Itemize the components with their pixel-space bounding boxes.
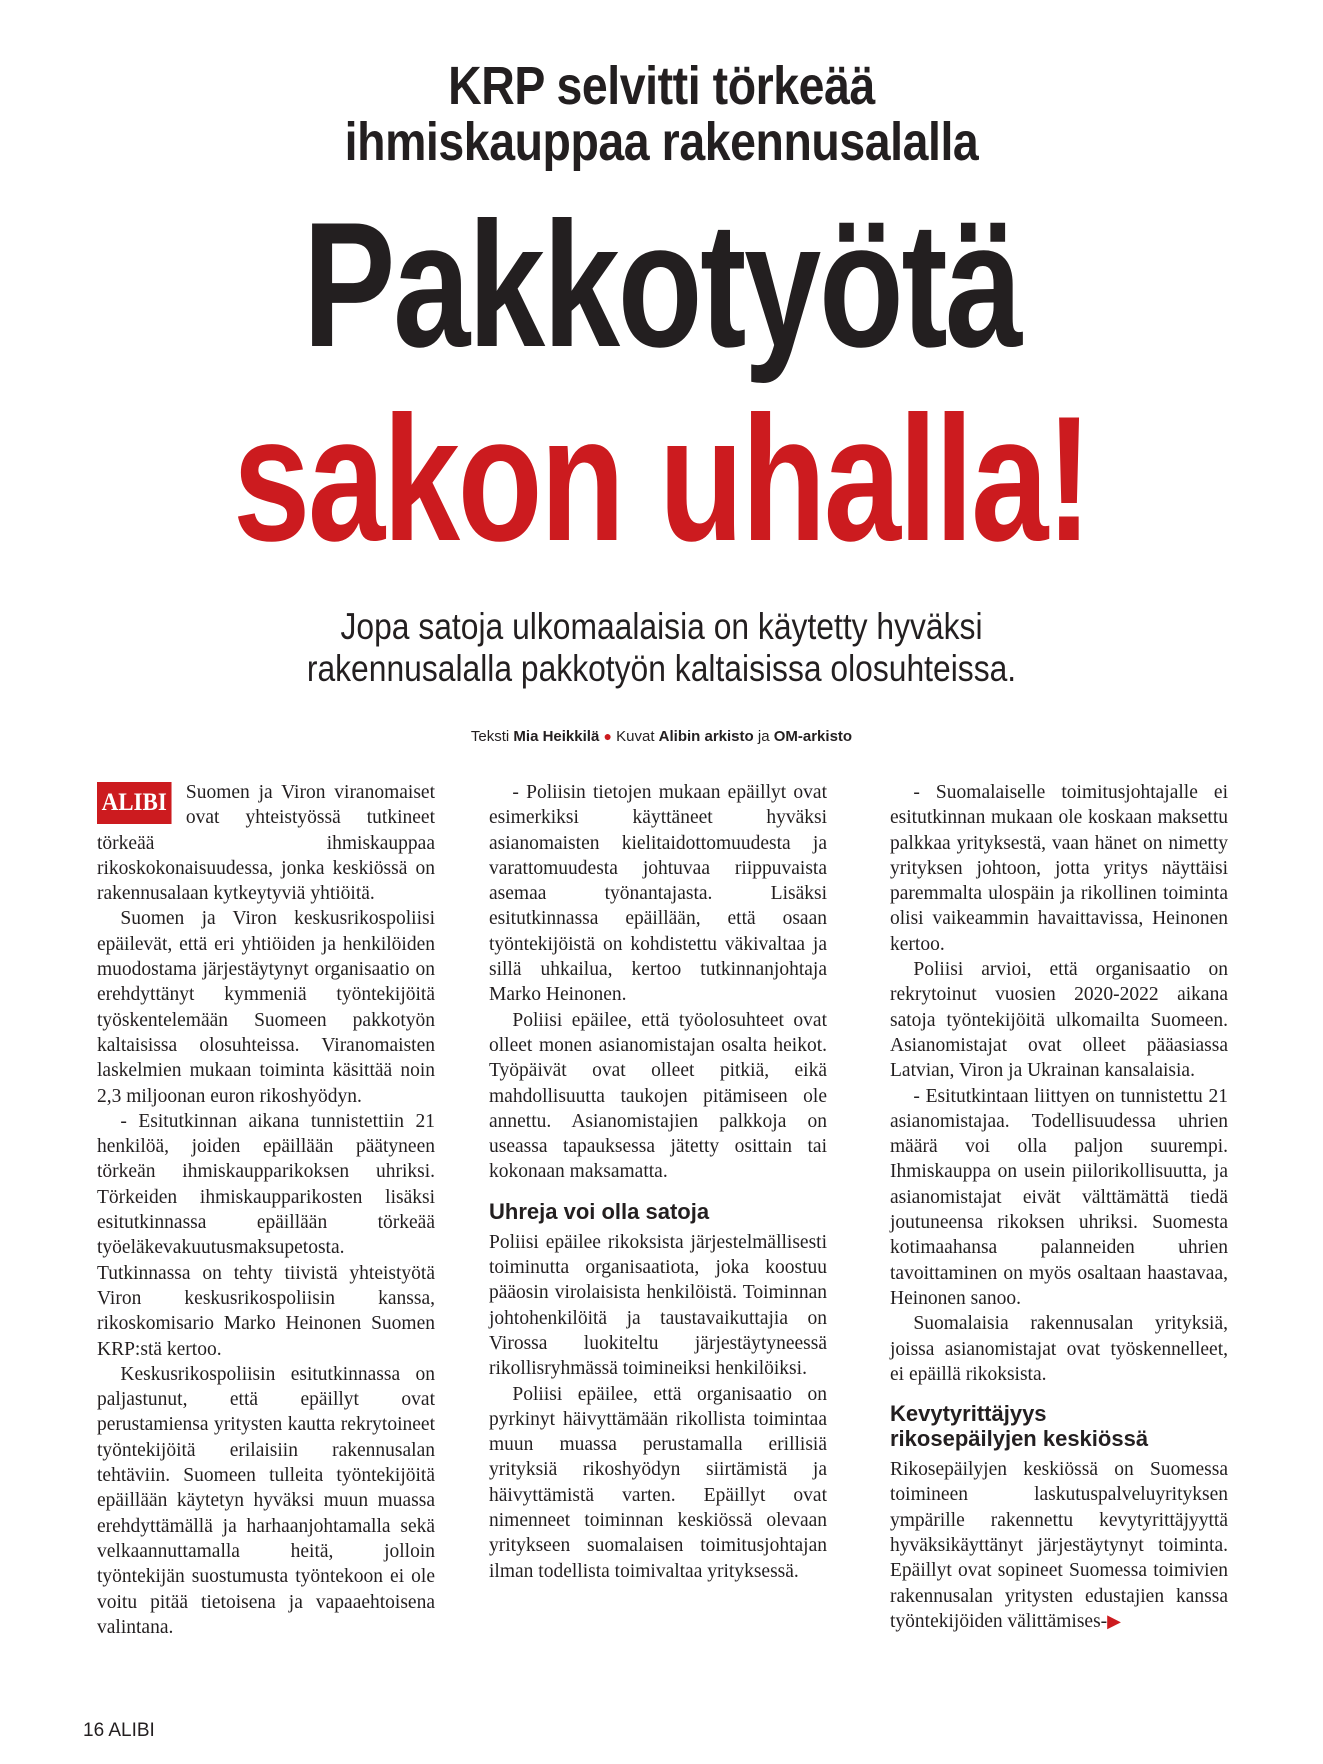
article-paragraph <box>97 780 435 906</box>
byline <box>0 728 1323 745</box>
byline-text-label: Teksti <box>470 728 510 745</box>
lead-paragraph <box>93 606 1231 690</box>
byline-and: ja <box>757 728 770 745</box>
page-folio: 16 ALIBI <box>83 1720 155 1741</box>
continue-arrow-icon: ▶ <box>1107 1610 1122 1631</box>
byline-photo-source-1: Alibin arkisto <box>658 728 754 745</box>
article-paragraph: - Esitutkintaan liittyen on tunnistettu 21 asianomistajaa. Todellisuudessa uhrien määrä voi olla paljon suurempi. Ihmiskauppa on usein piilorikollisuutta, ja asianomistajat eivät välttämättä tiedä joutuneensa rikoksen uhriksi. Suomesta kotimaahansa palanneiden uhrien tavoittaminen on myös osaltaan haastavaa, Heinonen sanoo. <box>890 1085 1228 1309</box>
alibi-logo: ALIBI <box>97 782 171 824</box>
lead-line-1: Jopa satoja ulkomaalaisia on käytetty hyväksi <box>340 606 983 647</box>
byline-photo-label: Kuvat <box>616 728 655 745</box>
article-paragraph-text: Suomen ja Viron viranomaiset ovat yhteistyössä tutkineet törkeää ihmiskauppaa rikoskokonaisuudessa, jonka keskiössä on rakennusalaan kytkeytyviä yhtiöitä. <box>97 782 435 905</box>
bullet-dot-icon: ● <box>603 728 612 744</box>
article-column-3 <box>890 780 1228 1634</box>
main-title-line-1: Pakkotyötä <box>302 185 1021 384</box>
lead-line-2: rakennusalalla pakkotyön kaltaisissa olosuhteissa. <box>306 648 1017 689</box>
article-paragraph: Keskusrikospoliisin esitutkinnassa on paljastunut, että epäillyt ovat perustamiensa yritysten kautta rekrytoineet työntekijöitä erilaisiin rakennusalan tehtäviin. Suomeen tulleita työntekijöitä epäillään käytetyn hyväksi muun muassa erehdyttämällä ja harhaanjohtamalla sekä velkaannuttamalla heitä, jolloin työntekijän suostumusta työntekoon ei ole voitu pitää tietoisena ja vapaaehtoisena valintana. <box>97 1363 435 1638</box>
main-title-line-2: sakon uhalla! <box>233 379 1090 578</box>
byline-author: Mia Heikkilä <box>513 728 600 745</box>
article-paragraph: Poliisi epäilee rikoksista järjestelmällisesti toiminutta organisaatiota, joka koostuu pääosin virolaisista henkilöistä. Toiminnan johtohenkilöitä ja taustavaikuttajia on Virossa luokiteltu järjestäytyneessä rikollisryhmässä toimineiksi henkilöiksi. <box>489 1231 827 1380</box>
article-paragraph: Suomen ja Viron keskusrikospoliisi epäilevät, että eri yhtiöiden ja henkilöiden muodostama järjestäytynyt organisaatio on erehdyttänyt kymmeniä työntekijöitä työskentelemään Suomeen pakkotyön kaltaisissa olosuhteissa. Viranomaisten laskelmien mukaan toiminta käsittää noin 2,3 miljoonan euron rikoshyödyn. <box>97 908 435 1107</box>
article-paragraph: Poliisi epäilee, että työolosuhteet ovat olleet monen asianomistajan osalta heikot. Työpäivät ovat olleet pitkiä, eikä mahdollisuutta taukojen pitämiseen ole annettu. Asianomistajien palkkoja on useassa tapauksessa jätetty osittain tai kokonaan maksamatta. <box>489 1009 827 1183</box>
article-paragraph-text: Rikosepäilyjen keskiössä on Suomessa toimineen laskutuspalveluyrityksen ympärille rakennettu kevytyrittäjyyttä hyväksikäyttänyt järjestäytynyt toiminta. Epäillyt ovat sopineet Suomessa toimivien rakennusalan yritysten edustajien kanssa työntekijöiden välittämises- <box>890 1459 1228 1632</box>
article-paragraph <box>890 1457 1228 1634</box>
article-paragraph: Poliisi arvioi, että organisaatio on rekrytoinut vuosien 2020-2022 aikana satoja työntekijöitä ulkomailta Suomeen. Asianomistajat ovat olleet pääasiassa Latvian, Viron ja Ukrainan kansalaisia. <box>890 959 1228 1082</box>
article-paragraph: - Suomalaiselle toimitusjohtajalle ei esitutkinnan mukaan ole koskaan maksettu palkkaa yrityksestä, vaan hänet on nimetty yrityksen johtoon, jotta yritys näyttäisi paremmalta ulospäin ja rikollinen toiminta olisi vaikeammin havaittavissa, Heinonen kertoo. <box>890 782 1228 955</box>
kicker-headline <box>93 58 1231 170</box>
article-column-2 <box>489 780 827 1584</box>
article-paragraph: Suomalaisia rakennusalan yrityksiä, joissa asianomistajat ovat työskennelleet, ei epäillä rikoksista. <box>890 1313 1228 1385</box>
subheading-light-entrepreneurship <box>890 1401 1228 1451</box>
article-paragraph: - Poliisin tietojen mukaan epäillyt ovat esimerkiksi käyttäneet hyväksi asianomaisten kielitaidottomuudesta ja varattomuudesta johtuvaa riippuvaista asemaa työnantajasta. Lisäksi esitutkinnassa epäillään, että osaan työntekijöistä on kohdistettu väkivaltaa ja sillä uhkailua, kertoo tutkinnanjohtaja Marko Heinonen. <box>489 782 827 1006</box>
article-paragraph: Poliisi epäilee, että organisaatio on pyrkinyt häivyttämään rikollista toimintaa muun muassa perustamalla erillisiä yrityksiä rikoshyödyn siirtämistä ja häivyttämistä varten. Epäillyt ovat nimenneet toiminnan keskiössä olevaan yritykseen suomalaisen toimitusjohtajan ilman todellista toimivaltaa yrityksessä. <box>489 1383 827 1582</box>
subheading-victims: Uhreja voi olla satoja <box>489 1198 710 1224</box>
subheading-line-2: rikosepäilyjen keskiössä <box>890 1426 1149 1452</box>
article-paragraph: - Esitutkinnan aikana tunnistettiin 21 henkilöä, joiden epäillään päätyneen törkeän ihmiskaupparikoksen uhriksi. Törkeiden ihmiskaupparikosten lisäksi esitutkinnassa epäillään törkeää työeläkevakuutusmaksupetosta. Tutkinnassa on tehty tiivistä yhteistyötä Viron keskusrikospoliisin kanssa, rikoskomisario Marko Heinonen Suomen KRP:stä kertoo. <box>97 1110 435 1360</box>
kicker-line-2: ihmiskauppaa rakennusalalla <box>344 112 979 172</box>
kicker-line-1: KRP selvitti törkeää <box>448 56 875 116</box>
byline-photo-source-2: OM-arkisto <box>773 728 853 745</box>
article-column-1 <box>97 780 435 1640</box>
subheading-line-1: Kevytyrittäjyys <box>890 1401 1047 1427</box>
